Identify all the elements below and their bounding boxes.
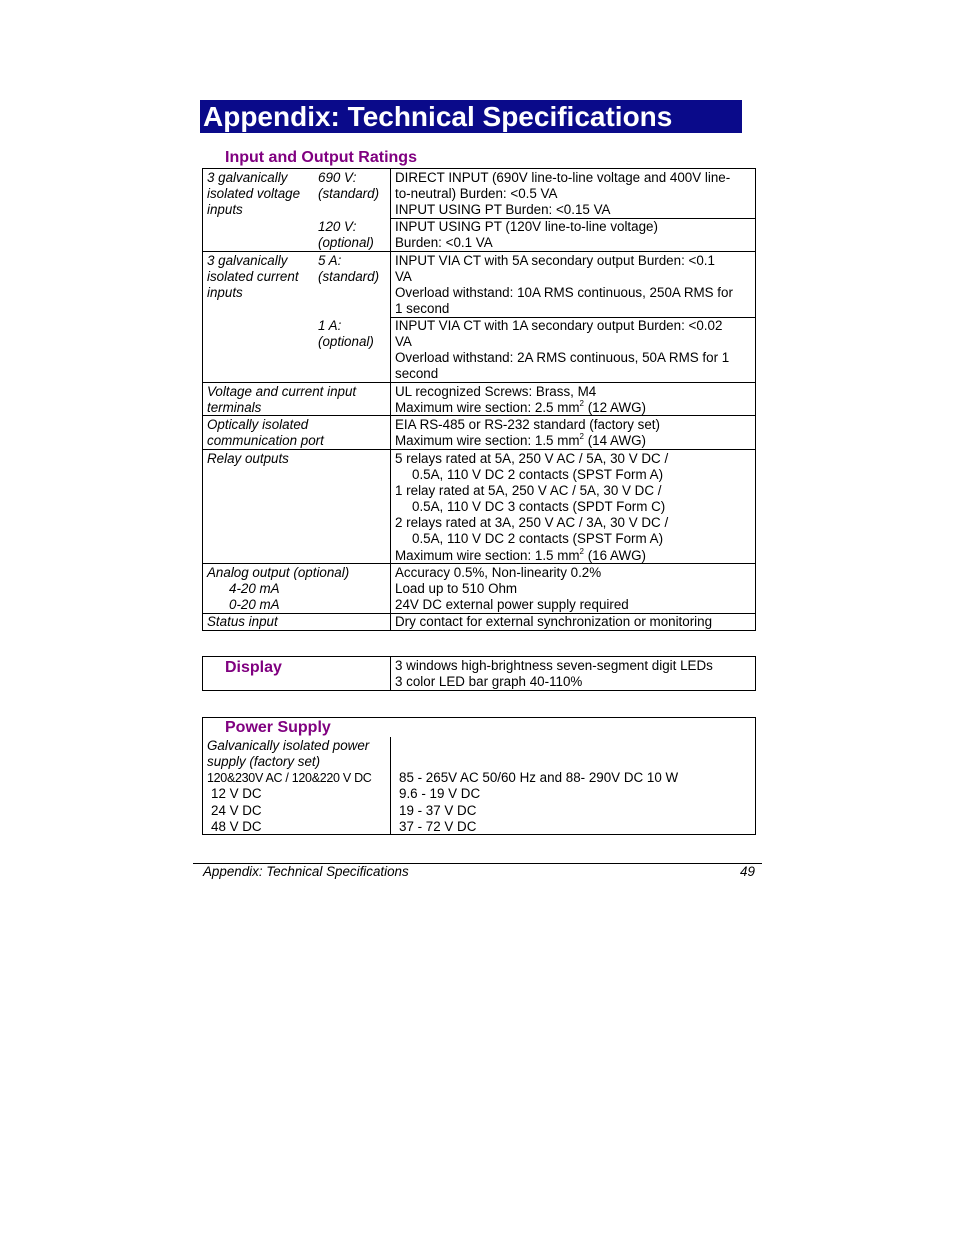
status-input-spec: Dry contact for external synchronization or monitoring bbox=[395, 614, 713, 629]
table-divider bbox=[390, 737, 391, 835]
footer-text: Appendix: Technical Specifications bbox=[203, 864, 409, 879]
display-section-heading: Display bbox=[225, 659, 282, 676]
current-std-spec: INPUT VIA CT with 5A secondary output Burden: <0.1 VA Overload withstand: 10A RMS continuous, 250A RMS for 1 second bbox=[395, 253, 733, 317]
voltage-std-label: 690 V: (standard) bbox=[318, 170, 380, 202]
voltage-opt-label: 120 V: (optional) bbox=[318, 219, 374, 251]
comm-port-spec: EIA RS-485 or RS-232 standard (factory set) Maximum wire section: 1.5 $mm^2$ (14 AWG) bbox=[395, 417, 660, 449]
current-inputs-label: 3 galvanically isolated current inputs bbox=[207, 253, 299, 301]
title-bar bbox=[200, 100, 742, 133]
voltage-opt-spec: INPUT USING PT (120V line-to-line voltage) Burden: <0.1 VA bbox=[395, 219, 658, 251]
terminals-label: Voltage and current input terminals bbox=[207, 384, 357, 416]
power-row-right: 37 - 72 V DC bbox=[399, 819, 477, 834]
power-row-right: 9.6 - 19 V DC bbox=[399, 786, 481, 801]
voltage-std-spec: DIRECT INPUT (690V line-to-line voltage and 400V line- to-neutral) Burden: <0.5 VA INPUT USING PT Burden: <0.15 VA bbox=[395, 170, 731, 218]
voltage-inputs-label: 3 galvanically isolated voltage inputs bbox=[207, 170, 301, 218]
page-title: Appendix: Technical Specifications bbox=[203, 101, 673, 132]
table-divider bbox=[390, 656, 391, 691]
display-spec: 3 windows high-brightness seven-segment digit LEDs 3 color LED bar graph 40-110% bbox=[395, 658, 713, 690]
terminals-spec: UL recognized Screws: Brass, M4 Maximum wire section: 2.5 $mm^2$ (12 AWG) bbox=[395, 384, 647, 416]
relay-outputs-label: Relay outputs bbox=[207, 451, 289, 466]
io-section-heading: Input and Output Ratings bbox=[225, 149, 417, 166]
power-row-left: 120&230V AC / 120&220 V DC bbox=[207, 771, 372, 785]
current-std-label: 5 A: (standard) bbox=[318, 253, 380, 285]
relay-outputs-spec: 5 relays rated at 5A, 250 V AC / 5A, 30 V DC / 0.5A, 110 V DC 2 contacts (SPST Form A) 1 relay rated at 5A, 250 V AC / 5A, 30 V DC / 0.5A, 110 V DC 3 contacts (SPDT Form C) 2 relays rated at 3A, 250 V AC / 3A, 30 V DC / 0.5A, 110 V DC 2 contacts (SPST Form A) Maximum wire section: 1.5 $mm^2$ (16 AWG) bbox=[395, 451, 669, 563]
power-row-right: 85 - 265V AC 50/60 Hz and 88- 290V DC 10 W bbox=[399, 770, 679, 785]
comm-port-label: Optically isolated communication port bbox=[207, 417, 324, 449]
power-section-heading: Power Supply bbox=[225, 719, 331, 736]
page-number: 49 bbox=[740, 864, 755, 879]
table-divider bbox=[390, 168, 391, 631]
analog-output-label: Analog output (optional) 4-20 mA 0-20 mA bbox=[207, 565, 350, 613]
power-row-left: 48 V DC bbox=[211, 819, 262, 834]
power-row-right: 19 - 37 V DC bbox=[399, 803, 477, 818]
power-row-left: 12 V DC bbox=[211, 786, 262, 801]
analog-output-spec: Accuracy 0.5%, Non-linearity 0.2% Load up to 510 Ohm 24V DC external power supply required bbox=[395, 565, 629, 613]
power-row-left: 24 V DC bbox=[211, 803, 262, 818]
status-input-label: Status input bbox=[207, 614, 278, 629]
current-opt-label: 1 A: (optional) bbox=[318, 318, 374, 350]
power-supply-label: Galvanically isolated power supply (factory set) bbox=[207, 738, 370, 770]
current-opt-spec: INPUT VIA CT with 1A secondary output Burden: <0.02 VA Overload withstand: 2A RMS continuous, 50A RMS for 1 second bbox=[395, 318, 730, 382]
